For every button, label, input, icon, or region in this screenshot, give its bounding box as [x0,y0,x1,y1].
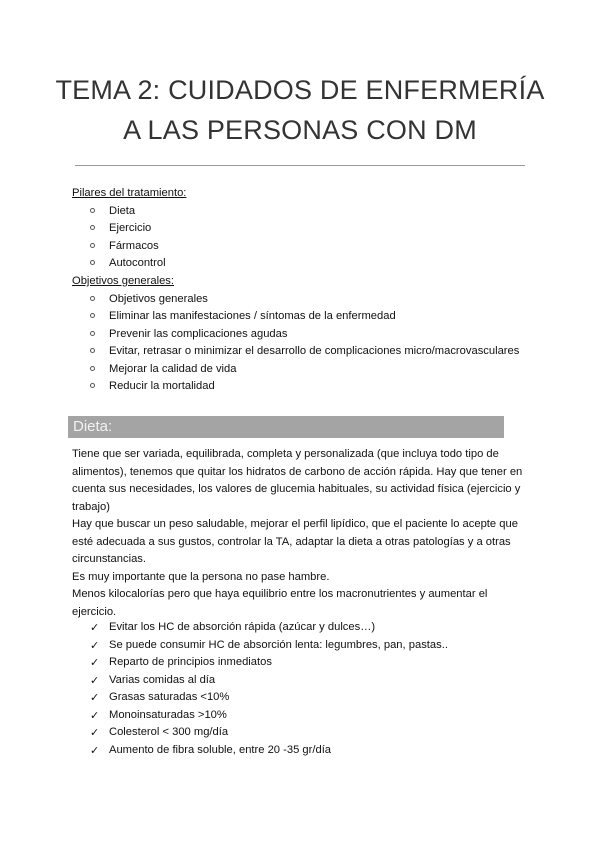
list-item-text: Aumento de fibra soluble, entre 20 -35 gr/día [109,743,332,756]
list-item-text: Eliminar las manifestaciones / síntomas de la enfermedad [109,310,396,322]
list-item [72,343,532,361]
list-item-text: Mejorar la calidad de vida [109,362,237,375]
list-item-text: Grasas saturadas <10% [109,691,230,703]
list-item-text: Autocontrol [109,257,166,269]
paragraph-line: Es muy importante que la persona no pase hambre. [72,570,330,583]
list-item-text: Objetivos generales [109,292,208,305]
checkmark-icon: ✓ [90,656,100,669]
paragraph-line: Hay que buscar un peso saludable, mejorar el perfil lipídico, que el paciente lo acepte que [72,518,518,530]
list-item-text: Ejercicio [109,222,152,234]
page-title-line-1: TEMA 2: CUIDADOS DE ENFERMERÍA [55,75,545,105]
pilares-heading: Pilares del tratamiento: [72,187,187,199]
page-title [40,70,560,150]
pilares-section [72,185,532,273]
circle-bullet-icon [90,366,95,371]
paragraph-line: cuenta sus necesidades, los valores de glucemia habituales, su actividad física (ejercicio y [72,483,521,495]
paragraph-line: circunstancias. [72,553,146,565]
list-item [72,326,532,344]
circle-bullet-icon [90,260,95,265]
list-item [72,724,532,742]
list-item-text: Colesterol < 300 mg/día [109,726,229,738]
list-item-text: Se puede consumir HC de absorción lenta: legumbres, pan, pastas.. [109,638,448,651]
pilares-list [72,203,532,273]
list-item-text: Evitar, retrasar o minimizar el desarrollo de complicaciones micro/macrovasculares [109,345,520,357]
checkmark-icon: ✓ [90,673,100,687]
list-item [72,238,532,256]
dieta-section-header [68,416,504,438]
dieta-checklist [72,619,532,759]
paragraph-line: Menos kilocalorías pero que haya equilibrio entre los macronutrientes y aumentar el [72,588,488,600]
circle-bullet-icon [90,383,95,388]
objetivos-heading: Objetivos generales: [72,275,174,287]
circle-bullet-icon [90,313,95,318]
list-item [72,220,532,238]
list-item [72,291,532,309]
paragraph-line: ejercicio. [72,605,117,618]
circle-bullet-icon [90,208,95,213]
checkmark-icon: ✓ [90,743,100,757]
list-item [72,361,532,379]
list-item [72,378,532,396]
list-item-text: Monoinsaturadas >10% [109,708,227,721]
list-item [72,672,532,690]
list-item-text: Evitar los HC de absorción rápida (azúcar y dulces…) [109,621,376,633]
checkmark-icon: ✓ [90,726,100,739]
list-item [72,637,532,655]
circle-bullet-icon [90,348,95,353]
objetivos-section [72,273,532,396]
page-title-line-2: A LAS PERSONAS CON DM [123,115,477,145]
paragraph-line: Tiene que ser variada, equilibrada, completa y personalizada (que incluya todo tipo de [72,448,499,460]
list-item [72,742,532,760]
list-item-text: Dieta [109,204,136,217]
circle-bullet-icon [90,225,95,230]
circle-bullet-icon [90,296,95,301]
paragraph-line: trabajo) [72,500,110,513]
list-item [72,707,532,725]
circle-bullet-icon [90,331,95,336]
list-item [72,619,532,637]
objetivos-list [72,291,532,396]
dieta-body [72,446,532,621]
checkmark-icon: ✓ [90,691,100,704]
list-item-text: Prevenir las complicaciones agudas [109,327,288,340]
title-divider [75,165,525,166]
list-item-text: Fármacos [109,239,159,252]
list-item [72,654,532,672]
checkmark-icon: ✓ [90,621,100,634]
list-item-text: Reparto de principios inmediatos [109,656,272,668]
list-item [72,689,532,707]
list-item [72,255,532,273]
dieta-section-title: Dieta: [73,418,113,435]
list-item [72,308,532,326]
paragraph-line: esté adecuada a sus gustos, controlar la TA, adaptar la dieta a otras patologías y a otras [72,535,511,548]
checkmark-icon: ✓ [90,708,100,722]
list-item-text: Varias comidas al día [109,673,216,686]
paragraph-line: alimentos), tenemos que quitar los hidratos de carbono de acción rápida. Hay que tener en [72,465,523,478]
circle-bullet-icon [90,243,95,248]
list-item [72,203,532,221]
list-item-text: Reducir la mortalidad [109,380,215,392]
checkmark-icon: ✓ [90,638,100,652]
